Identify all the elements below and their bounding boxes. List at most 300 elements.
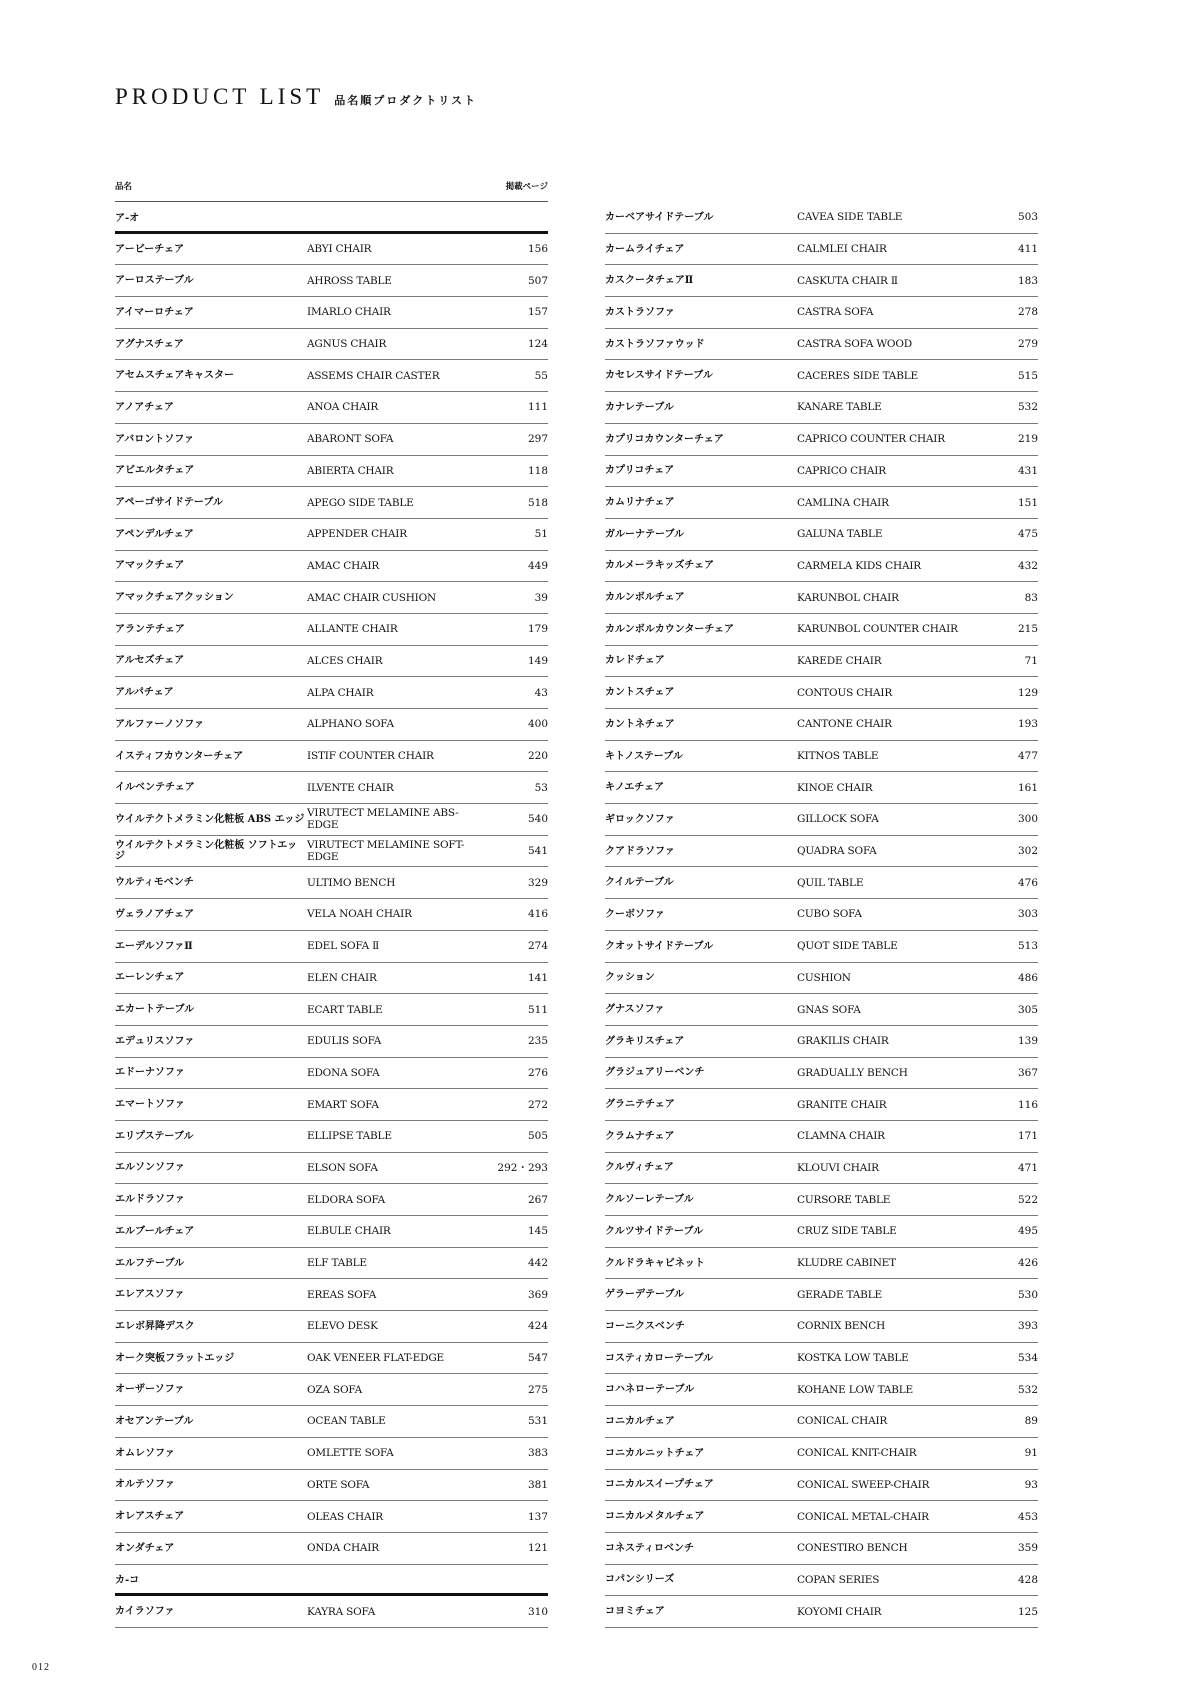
product-name-ja: アペーゴサイドテーブル <box>115 497 223 509</box>
column-header-page: 掲載ページ <box>505 181 548 192</box>
product-name-en: OAK VENEER FLAT-EDGE <box>307 1352 444 1365</box>
product-name-ja: エカートテーブル <box>115 1004 195 1016</box>
product-row <box>115 392 548 424</box>
product-name-ja: オンダチェア <box>115 1542 175 1554</box>
product-name-en: KANARE TABLE <box>797 401 882 414</box>
product-name-ja: アルセズチェア <box>115 655 185 667</box>
product-page: 530 <box>1017 1288 1038 1301</box>
product-page: 275 <box>527 1383 548 1396</box>
product-page: 220 <box>527 750 548 763</box>
product-name-ja: カルンボルチェア <box>605 592 685 604</box>
product-row <box>605 1279 1038 1311</box>
product-name-en: CRUZ SIDE TABLE <box>797 1225 897 1238</box>
product-name-en: ELF TABLE <box>307 1257 367 1270</box>
product-page: 183 <box>1017 274 1038 287</box>
product-name-en: OLEAS CHAIR <box>307 1510 383 1523</box>
product-page: 367 <box>1017 1066 1038 1079</box>
product-page: 219 <box>1017 433 1038 446</box>
product-page: 297 <box>527 433 548 446</box>
product-name-en: QUADRA SOFA <box>797 845 877 858</box>
product-name-en: KAYRA SOFA <box>307 1605 376 1618</box>
product-row <box>115 836 548 868</box>
product-page: 116 <box>1017 1098 1038 1111</box>
product-name-en: EDONA SOFA <box>307 1066 380 1079</box>
product-row <box>605 265 1038 297</box>
product-page: 145 <box>527 1225 548 1238</box>
product-row <box>605 836 1038 868</box>
product-page: 400 <box>527 718 548 731</box>
product-name-ja: エーデルソファⅡ <box>115 940 193 952</box>
product-name-ja: オルテソファ <box>115 1479 175 1491</box>
product-row <box>605 677 1038 709</box>
product-name-en: CASTRA SOFA <box>797 306 874 319</box>
product-name-en: CURSORE TABLE <box>797 1193 891 1206</box>
product-row <box>115 582 548 614</box>
product-name-en: CANTONE CHAIR <box>797 718 892 731</box>
product-name-ja: コニカルニットチェア <box>605 1447 705 1459</box>
product-page: 426 <box>1017 1257 1038 1270</box>
product-name-ja: カプリコカウンターチェア <box>605 433 724 445</box>
product-row <box>115 1279 548 1311</box>
product-page: 43 <box>534 686 548 699</box>
product-name-en: KOHANE LOW TABLE <box>797 1383 913 1396</box>
product-name-en: ANOA CHAIR <box>307 401 379 414</box>
product-name-en: GRANITE CHAIR <box>797 1098 887 1111</box>
product-name-ja: クアドラソファ <box>605 845 675 857</box>
product-name-ja: アマックチェアクッション <box>115 592 234 604</box>
product-name-en: OMLETTE SOFA <box>307 1447 394 1460</box>
product-name-ja: アノアチェア <box>115 401 174 413</box>
product-row <box>605 1248 1038 1280</box>
product-name-ja: クルツサイドテーブル <box>605 1225 704 1237</box>
product-page: 477 <box>1017 750 1038 763</box>
product-name-ja: ガルーナテーブル <box>605 528 685 540</box>
product-row <box>605 1406 1038 1438</box>
product-name-en: KINOE CHAIR <box>797 781 873 794</box>
product-name-en: VELA NOAH CHAIR <box>307 908 412 921</box>
product-row <box>605 1311 1038 1343</box>
product-row <box>115 456 548 488</box>
product-page: 369 <box>527 1288 548 1301</box>
product-name-en: AMAC CHAIR <box>307 559 380 572</box>
product-name-en: KLUDRE CABINET <box>797 1257 896 1270</box>
product-name-ja: エドーナソファ <box>115 1067 185 1079</box>
product-page: 121 <box>527 1542 548 1555</box>
product-row <box>605 963 1038 995</box>
product-name-en: CALMLEI CHAIR <box>797 243 887 256</box>
product-row <box>605 360 1038 392</box>
product-name-en: KLOUVI CHAIR <box>797 1161 879 1174</box>
product-name-ja: カスクータチェアⅡ <box>605 275 694 287</box>
product-name-en: EREAS SOFA <box>307 1288 377 1301</box>
product-name-en: KAREDE CHAIR <box>797 654 882 667</box>
product-name-ja: アランテチェア <box>115 623 185 635</box>
product-row <box>605 329 1038 361</box>
product-name-en: CONICAL KNIT-CHAIR <box>797 1447 917 1460</box>
column-header <box>115 170 548 202</box>
product-page: 393 <box>1017 1320 1038 1333</box>
product-page: 303 <box>1017 908 1038 921</box>
product-name-en: ORTE SOFA <box>307 1478 370 1491</box>
product-name-ja: ヴェラノアチェア <box>115 908 194 920</box>
product-name-ja: アルファーノソファ <box>115 718 204 730</box>
product-page: 495 <box>1017 1225 1038 1238</box>
product-row <box>115 899 548 931</box>
product-page: 51 <box>534 528 548 541</box>
product-name-ja: エレアスソファ <box>115 1289 185 1301</box>
product-name-ja: グラジュアリーベンチ <box>605 1067 705 1079</box>
product-page: 431 <box>1017 464 1038 477</box>
product-row <box>115 1533 548 1565</box>
product-page: 111 <box>527 401 548 414</box>
product-row <box>605 1026 1038 1058</box>
product-page: 532 <box>1017 401 1038 414</box>
product-name-en: CASKUTA CHAIR Ⅱ <box>797 274 898 287</box>
product-row <box>605 1501 1038 1533</box>
product-name-ja: アビエルタチェア <box>115 465 195 477</box>
product-name-ja: キトノステーブル <box>605 750 683 762</box>
product-row <box>115 709 548 741</box>
product-row <box>605 551 1038 583</box>
product-name-ja: カナレテーブル <box>605 401 674 413</box>
product-row <box>605 1216 1038 1248</box>
product-row <box>115 519 548 551</box>
product-name-en: KARUNBOL CHAIR <box>797 591 899 604</box>
product-row <box>115 1501 548 1533</box>
product-page: 278 <box>1017 306 1038 319</box>
product-page: 424 <box>527 1320 548 1333</box>
product-page: 383 <box>527 1447 548 1460</box>
product-name-ja: カイラソファ <box>115 1606 175 1618</box>
product-name-en: ABARONT SOFA <box>307 433 394 446</box>
product-name-en: CUSHION <box>797 971 851 984</box>
product-name-en: ULTIMO BENCH <box>307 876 396 889</box>
product-row <box>115 677 548 709</box>
product-name-en: CORNIX BENCH <box>797 1320 886 1333</box>
product-row <box>115 1184 548 1216</box>
product-name-ja: カルメーラキッズチェア <box>605 560 714 572</box>
product-row <box>605 234 1038 266</box>
product-name-en: KITNOS TABLE <box>797 750 879 763</box>
product-row <box>115 772 548 804</box>
product-page: 171 <box>1017 1130 1038 1143</box>
product-name-en: ALCES CHAIR <box>307 654 383 667</box>
product-name-ja: グラニテチェア <box>605 1099 675 1111</box>
product-page: 55 <box>534 369 548 382</box>
product-page: 453 <box>1017 1510 1038 1523</box>
product-page: 531 <box>527 1415 548 1428</box>
product-name-en: ELSON SOFA <box>307 1161 378 1174</box>
product-page: 91 <box>1024 1447 1038 1460</box>
product-row <box>605 1533 1038 1565</box>
product-row <box>605 772 1038 804</box>
product-name-en: EDEL SOFA Ⅱ <box>307 940 380 953</box>
product-name-en: CONESTIRO BENCH <box>797 1542 908 1555</box>
product-row <box>115 1470 548 1502</box>
product-row <box>115 1153 548 1185</box>
product-row <box>115 424 548 456</box>
product-page: 513 <box>1017 940 1038 953</box>
product-row <box>115 867 548 899</box>
product-row <box>605 1153 1038 1185</box>
product-name-ja: アイマーロチェア <box>115 306 194 318</box>
product-row <box>115 234 548 266</box>
product-page: 540 <box>527 813 548 826</box>
product-name-en: ELEN CHAIR <box>307 971 377 984</box>
product-row <box>115 1089 548 1121</box>
product-page: 179 <box>527 623 548 636</box>
product-page: 215 <box>1017 623 1038 636</box>
product-name-en: ILVENTE CHAIR <box>307 781 394 794</box>
product-name-ja: ウイルテクトメラミン化粧板 ソフトエッジ <box>115 840 298 863</box>
product-page: 83 <box>1024 591 1038 604</box>
product-page: 381 <box>527 1478 548 1491</box>
product-page: 276 <box>527 1066 548 1079</box>
product-page: 71 <box>1024 654 1038 667</box>
product-name-en: ELBULE CHAIR <box>307 1225 391 1238</box>
product-name-ja: グラキリスチェア <box>605 1035 685 1047</box>
product-page: 522 <box>1017 1193 1038 1206</box>
product-name-ja: コハネローテーブル <box>605 1384 695 1396</box>
product-row <box>115 1248 548 1280</box>
product-name-ja: クラムナチェア <box>605 1130 675 1142</box>
product-name-en: ASSEMS CHAIR CASTER <box>307 369 440 382</box>
product-name-ja: ウルティモベンチ <box>115 877 194 889</box>
product-name-ja: オムレソファ <box>115 1447 175 1459</box>
product-page: 156 <box>527 243 548 256</box>
product-name-en: KOYOMI CHAIR <box>797 1605 882 1618</box>
product-name-ja: クッション <box>605 972 655 984</box>
product-page: 432 <box>1017 559 1038 572</box>
product-name-ja: エルフテーブル <box>115 1257 185 1269</box>
product-page: 93 <box>1024 1478 1038 1491</box>
product-name-en: GILLOCK SOFA <box>797 813 879 826</box>
product-name-ja: カントスチェア <box>605 687 675 699</box>
product-row <box>605 297 1038 329</box>
product-name-en: ALPA CHAIR <box>307 686 374 699</box>
product-name-en: AGNUS CHAIR <box>307 338 387 351</box>
section-header-a-o: ア-オ <box>115 202 548 234</box>
product-name-en: ELLIPSE TABLE <box>307 1130 392 1143</box>
product-page: 471 <box>1017 1161 1038 1174</box>
product-row <box>115 1406 548 1438</box>
product-row <box>115 1438 548 1470</box>
product-name-ja: カーベアサイドテーブル <box>605 211 714 223</box>
product-list-left <box>115 170 548 1628</box>
product-row <box>605 741 1038 773</box>
product-page: 534 <box>1017 1352 1038 1365</box>
product-name-ja: クルソーレテーブル <box>605 1194 694 1206</box>
product-name-ja: アペンデルチェア <box>115 528 194 540</box>
product-name-en: OZA SOFA <box>307 1383 362 1396</box>
product-name-ja: クオットサイドテーブル <box>605 940 714 952</box>
product-name-ja: エマートソファ <box>115 1099 185 1111</box>
product-name-ja: エデュリスソファ <box>115 1035 195 1047</box>
product-page: 511 <box>527 1003 548 1016</box>
product-name-en: CACERES SIDE TABLE <box>797 369 918 382</box>
product-name-ja: カルンボルカウンターチェア <box>605 623 735 635</box>
product-page: 476 <box>1017 876 1038 889</box>
product-name-ja: オーザーソファ <box>115 1384 185 1396</box>
product-row <box>115 1058 548 1090</box>
section-header-ka-ko: カ-コ <box>115 1565 548 1597</box>
product-page: 532 <box>1017 1383 1038 1396</box>
product-name-en: CAVEA SIDE TABLE <box>797 211 903 224</box>
product-row <box>115 329 548 361</box>
product-name-en: GRADUALLY BENCH <box>797 1066 908 1079</box>
product-row <box>605 899 1038 931</box>
product-row <box>605 1374 1038 1406</box>
product-row <box>115 1216 548 1248</box>
product-name-ja: アーロステーブル <box>115 275 194 287</box>
product-row <box>605 1343 1038 1375</box>
product-name-ja: エルドラソファ <box>115 1194 185 1206</box>
product-page: 129 <box>1017 686 1038 699</box>
product-name-ja: オセアンテーブル <box>115 1415 194 1427</box>
product-row <box>605 1470 1038 1502</box>
page-title: PRODUCT LIST <box>115 84 325 109</box>
product-page: 515 <box>1017 369 1038 382</box>
product-row <box>605 519 1038 551</box>
product-row <box>605 487 1038 519</box>
product-name-en: GERADE TABLE <box>797 1288 882 1301</box>
product-page: 503 <box>1017 211 1038 224</box>
page-header <box>115 84 477 110</box>
product-row <box>115 265 548 297</box>
product-page: 193 <box>1017 718 1038 731</box>
product-page: 137 <box>527 1510 548 1523</box>
product-name-ja: カストラソファ <box>605 306 675 318</box>
product-page: 300 <box>1017 813 1038 826</box>
product-row <box>605 392 1038 424</box>
product-rows-ka-ko <box>115 1596 548 1628</box>
product-name-ja: キノエチェア <box>605 782 664 794</box>
product-rows-right <box>605 202 1038 1628</box>
product-page: 53 <box>534 781 548 794</box>
product-name-en: OCEAN TABLE <box>307 1415 386 1428</box>
product-name-en: CAPRICO CHAIR <box>797 464 886 477</box>
product-name-ja: クイルテーブル <box>605 877 674 889</box>
product-row <box>605 1565 1038 1597</box>
product-row <box>115 487 548 519</box>
product-name-en: ECART TABLE <box>307 1003 383 1016</box>
product-rows-a-o <box>115 234 548 1565</box>
product-name-en: KARUNBOL COUNTER CHAIR <box>797 623 958 636</box>
column-header-name: 品名 <box>115 181 133 192</box>
product-name-en: GRAKILIS CHAIR <box>797 1035 889 1048</box>
product-name-ja: コニカルチェア <box>605 1415 675 1427</box>
product-page: 124 <box>527 338 548 351</box>
product-name-ja: クーボソファ <box>605 908 665 920</box>
product-page: 547 <box>527 1352 548 1365</box>
product-page: 89 <box>1024 1415 1038 1428</box>
product-page: 279 <box>1017 338 1038 351</box>
product-name-en: ALPHANO SOFA <box>307 718 394 731</box>
product-name-en: CAMLINA CHAIR <box>797 496 889 509</box>
product-name-en: ABIERTA CHAIR <box>307 464 394 477</box>
product-row <box>115 646 548 678</box>
product-name-ja: アービーチェア <box>115 243 184 255</box>
product-name-en: CASTRA SOFA WOOD <box>797 338 912 351</box>
product-name-ja: クルドラキャビネット <box>605 1257 705 1269</box>
product-row <box>115 297 548 329</box>
product-page: 235 <box>527 1035 548 1048</box>
product-name-ja: エルソンソファ <box>115 1162 185 1174</box>
product-row <box>605 1121 1038 1153</box>
product-name-en: VIRUTECT MELAMINE SOFT-EDGE <box>307 839 465 864</box>
product-row <box>605 1058 1038 1090</box>
product-name-ja: カームライチェア <box>605 243 685 255</box>
product-page: 416 <box>527 908 548 921</box>
product-row <box>115 804 548 836</box>
product-list-right <box>605 202 1038 1628</box>
product-name-en: VIRUTECT MELAMINE ABS-EDGE <box>307 807 459 832</box>
product-row <box>605 867 1038 899</box>
product-page: 411 <box>1017 243 1038 256</box>
product-row <box>115 963 548 995</box>
product-name-en: CONTOUS CHAIR <box>797 686 893 699</box>
product-name-ja: イルベンテチェア <box>115 782 195 794</box>
product-page: 161 <box>1017 781 1038 794</box>
product-page: 359 <box>1017 1542 1038 1555</box>
product-page: 428 <box>1017 1573 1038 1586</box>
page-number: 012 <box>32 1662 50 1673</box>
product-name-ja: カレドチェア <box>605 655 665 667</box>
product-row <box>605 931 1038 963</box>
product-name-ja: アルパチェア <box>115 687 174 699</box>
product-row <box>115 1374 548 1406</box>
product-name-ja: アグナスチェア <box>115 338 184 350</box>
product-name-ja: カセレスサイドテーブル <box>605 370 713 382</box>
product-row <box>115 1121 548 1153</box>
product-name-ja: コニカルメタルチェア <box>605 1511 705 1523</box>
product-name-ja: グナスソファ <box>605 1004 665 1016</box>
product-row <box>605 456 1038 488</box>
product-name-en: CLAMNA CHAIR <box>797 1130 885 1143</box>
product-row <box>605 994 1038 1026</box>
product-page: 125 <box>1017 1605 1038 1618</box>
product-row <box>605 709 1038 741</box>
product-page: 486 <box>1017 971 1038 984</box>
product-row <box>605 582 1038 614</box>
product-page: 442 <box>527 1257 548 1270</box>
product-name-ja: ウイルテクトメラミン化粧板 ABS エッジ <box>115 813 305 825</box>
product-name-ja: アバロントソファ <box>115 433 194 445</box>
product-name-en: COPAN SERIES <box>797 1573 880 1586</box>
product-name-ja: イスティフカウンターチェア <box>115 750 244 762</box>
product-name-ja: ギロックソファ <box>605 813 675 825</box>
product-name-en: ISTIF COUNTER CHAIR <box>307 750 434 763</box>
product-name-en: GNAS SOFA <box>797 1003 861 1016</box>
product-page: 274 <box>527 940 548 953</box>
product-name-en: CAPRICO COUNTER CHAIR <box>797 433 945 446</box>
product-page: 507 <box>527 274 548 287</box>
product-name-ja: コヨミチェア <box>605 1606 665 1618</box>
product-name-ja: コパンシリーズ <box>605 1574 675 1586</box>
product-name-en: AMAC CHAIR CUSHION <box>307 591 437 604</box>
product-name-ja: コスティカローテーブル <box>605 1352 714 1364</box>
product-row <box>115 741 548 773</box>
product-name-ja: カントネチェア <box>605 718 675 730</box>
product-name-ja: オーク突板フラットエッジ <box>115 1352 235 1364</box>
product-name-ja: カストラソファウッド <box>605 338 705 350</box>
product-name-en: APEGO SIDE TABLE <box>307 496 414 509</box>
product-page: 39 <box>534 591 548 604</box>
product-name-en: ONDA CHAIR <box>307 1542 379 1555</box>
product-row <box>605 1438 1038 1470</box>
product-row <box>605 424 1038 456</box>
product-row <box>605 646 1038 678</box>
